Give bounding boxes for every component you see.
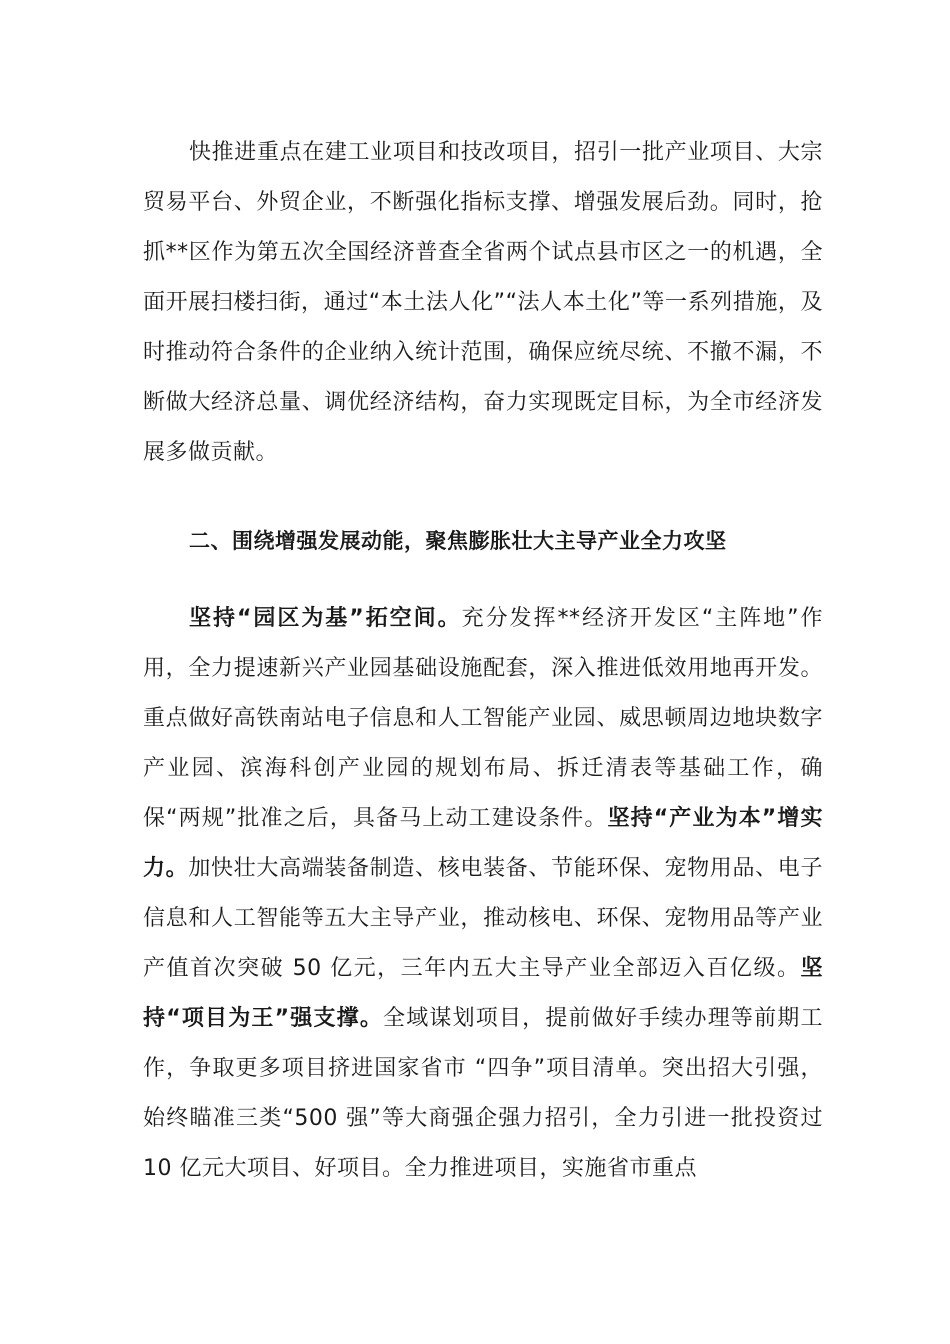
bold-lead-project: 坚持“项目为王”强支撑。: [143, 956, 823, 1031]
section-heading-2: 二、围绕增强发展动能，聚焦膨胀壮大主导产业全力攻坚: [189, 529, 727, 553]
paragraph-2-text-1: 充分发挥**经济开发区“主阵地”作用，全力提速新兴产业园基础设施配套，深入推进低效用地再开发。重点做好高铁南站电子信息和人工智能产业园、威思顿周边地块数字产业园、滨海科创产业园的规划布局、拆迁清表等基础工作，确保“两规”批准之后，具备马上动工建设条件。: [143, 606, 824, 831]
paragraph-2: [143, 594, 823, 1194]
bold-lead-industry: 坚持“产业为本”增实力。: [143, 806, 824, 881]
paragraph-2-text-2: 加快壮大高端装备制造、核电装备、节能环保、宠物用品、电子信息和人工智能等五大主导产业，推动核电、环保、宠物用品等产业产值首次突破 50 亿元，三年内五大主导产业全部迈入百亿级。: [143, 856, 823, 981]
document-body: [143, 128, 823, 1194]
paragraph-1: 快推进重点在建工业项目和技改项目，招引一批产业项目、大宗贸易平台、外贸企业，不断强化指标支撑、增强发展后劲。同时，抢抓**区作为第五次全国经济普查全省两个试点县市区之一的机遇，全面开展扫楼扫街，通过“本土法人化”“法人本土化”等一系列措施，及时推动符合条件的企业纳入统计范围，确保应统尽统、不撤不漏，不断做大经济总量、调优经济结构，奋力实现既定目标，为全市经济发展多做贡献。: [143, 140, 823, 465]
bold-lead-park: 坚持“园区为基”拓空间。: [189, 606, 462, 631]
paragraph-2-text-3: 全域谋划项目，提前做好手续办理等前期工作，争取更多项目挤进国家省市 “四争”项目清单。突出招大引强，始终瞄准三类“500 强”等大商强企强力招引，全力引进一批投资过 10 亿元大项目、好项目。全力推进项目，实施省市重点: [143, 1006, 823, 1181]
